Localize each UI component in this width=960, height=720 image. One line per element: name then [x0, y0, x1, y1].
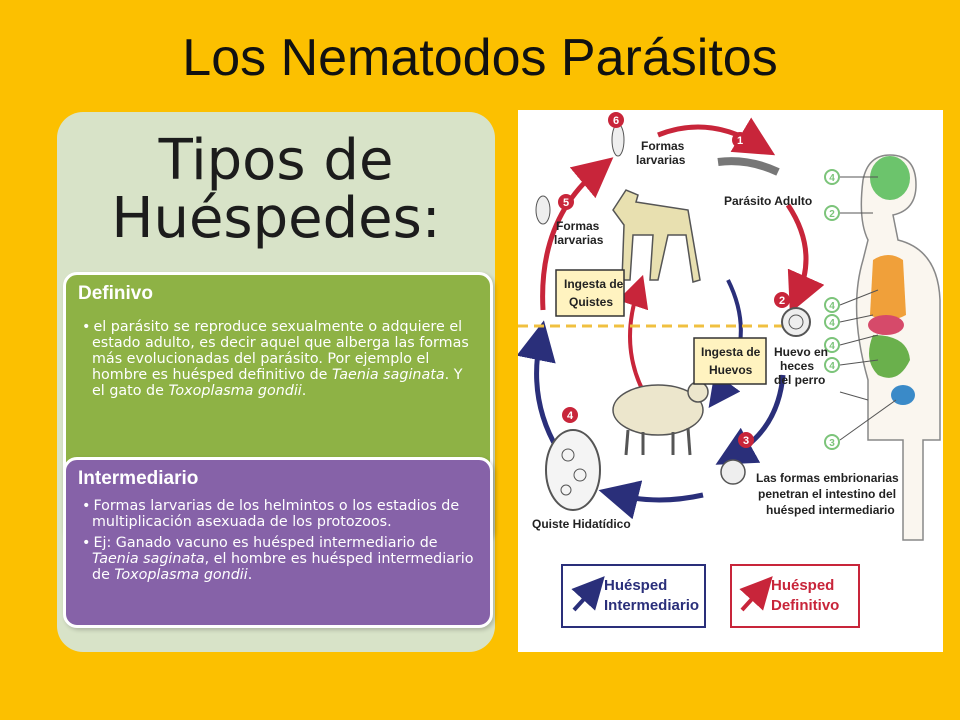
label-formas-larvarias-left-1: Formas	[556, 219, 600, 233]
intermediate-bullet-1: • Formas larvarias de los helmintos o los estadios de multiplicación asexuada de los protozoos.	[82, 498, 478, 530]
step-number: 4	[566, 410, 574, 422]
inner-arrow-cysts	[630, 290, 648, 400]
label-formas-larvarias-left-2: larvarias	[554, 233, 604, 247]
organ-number: 4	[829, 173, 835, 184]
life-cycle-diagram	[518, 110, 943, 652]
larva-top-illustration	[612, 124, 624, 156]
label-ingesta-quistes-2: Quistes	[569, 295, 614, 309]
organ-number: 2	[829, 209, 835, 220]
step-number: 2	[778, 295, 786, 307]
label-quiste-hidatidico: Quiste Hidatídico	[532, 517, 631, 531]
legend-definitive-2: Definitivo	[771, 597, 840, 614]
intermediate-text-a: Ej: Ganado vacuno es huésped intermediario de	[93, 535, 438, 551]
panel-title-line1: Tipos de	[158, 128, 394, 193]
intermediate-arrow-bottom	[618, 495, 703, 500]
embryo-illustration	[721, 460, 745, 484]
definitive-text-b: . Y el gato de	[92, 367, 463, 399]
label-huevo-1: Huevo en	[774, 345, 829, 359]
label-embrio-1: Las formas embrionarias	[756, 471, 899, 485]
definitive-arrow-right	[788, 205, 806, 295]
legend-intermediate-1: Huésped	[604, 577, 668, 594]
label-embrio-2: penetran el intestino del	[758, 487, 897, 501]
intermediate-heading: Intermediario	[78, 468, 199, 489]
species-taenia: Taenia saginata	[332, 367, 445, 383]
definitive-body	[82, 319, 478, 404]
legend-definitive-box	[731, 565, 859, 627]
label-huevo-3: del perro	[774, 373, 826, 387]
legend-intermediate-box	[562, 565, 705, 627]
intermediate-host-card	[63, 457, 493, 628]
organ-number: 4	[829, 341, 835, 352]
panel-title	[57, 128, 495, 251]
host-types-panel	[57, 112, 495, 652]
label-parasito-adulto: Parásito Adulto	[724, 194, 813, 208]
organ-number: 4	[829, 318, 835, 329]
step-number: 3	[742, 435, 750, 447]
label-ingesta-huevos-2: Huevos	[709, 363, 753, 377]
intermediate-species-taenia: Taenia saginata	[92, 551, 205, 567]
panel-title-line2: Huéspedes:	[111, 186, 441, 251]
legend-definitive-1: Huésped	[771, 577, 835, 594]
intermediate-arrow-left	[537, 340, 558, 450]
legend-intermediate-2: Intermediario	[604, 597, 700, 614]
slide-title: Los Nematodos Parásitos	[182, 29, 778, 87]
adult-worm-illustration	[718, 161, 778, 172]
definitive-heading: Definivo	[78, 283, 153, 304]
organ-number: 3	[829, 438, 835, 449]
definitive-text-a: el parásito se reproduce sexualmente o adquiere el estado adulto, es decir aquel que alberga las formas más evolucionadas del parásito. Por ejemplo el hombre es huésped definitivo de	[92, 319, 469, 383]
intermediate-text-b: , el hombre es huésped intermediario de	[92, 551, 474, 583]
label-formas-larvarias-top-2: larvarias	[636, 153, 686, 167]
intermediate-text-c: .	[247, 567, 253, 583]
organ-number: 4	[829, 361, 835, 372]
definitive-bullet	[82, 319, 478, 399]
hydatid-cyst-illustration	[546, 430, 600, 510]
label-ingesta-quistes-1: Ingesta de	[564, 277, 624, 291]
organ-numbers	[825, 170, 839, 449]
intermediate-species-toxoplasma: Toxoplasma gondii	[114, 567, 248, 583]
life-cycle-figure	[518, 110, 943, 652]
label-formas-larvarias-top-1: Formas	[641, 139, 685, 153]
label-embrio-3: huésped intermediario	[766, 503, 895, 517]
step-number: 1	[736, 135, 744, 147]
step-number: 6	[612, 115, 620, 127]
species-toxoplasma: Toxoplasma gondii	[168, 383, 302, 399]
intermediate-body	[82, 498, 478, 588]
label-huevo-2: heces	[780, 359, 815, 373]
step-number: 5	[562, 197, 570, 209]
larva-left-illustration	[536, 196, 550, 224]
dog-illustration	[613, 190, 700, 282]
label-ingesta-huevos-1: Ingesta de	[701, 345, 761, 359]
definitive-text-c: .	[301, 383, 307, 399]
intermediate-bullet-2	[82, 535, 478, 583]
organ-number: 4	[829, 301, 835, 312]
egg-illustration	[782, 308, 810, 336]
